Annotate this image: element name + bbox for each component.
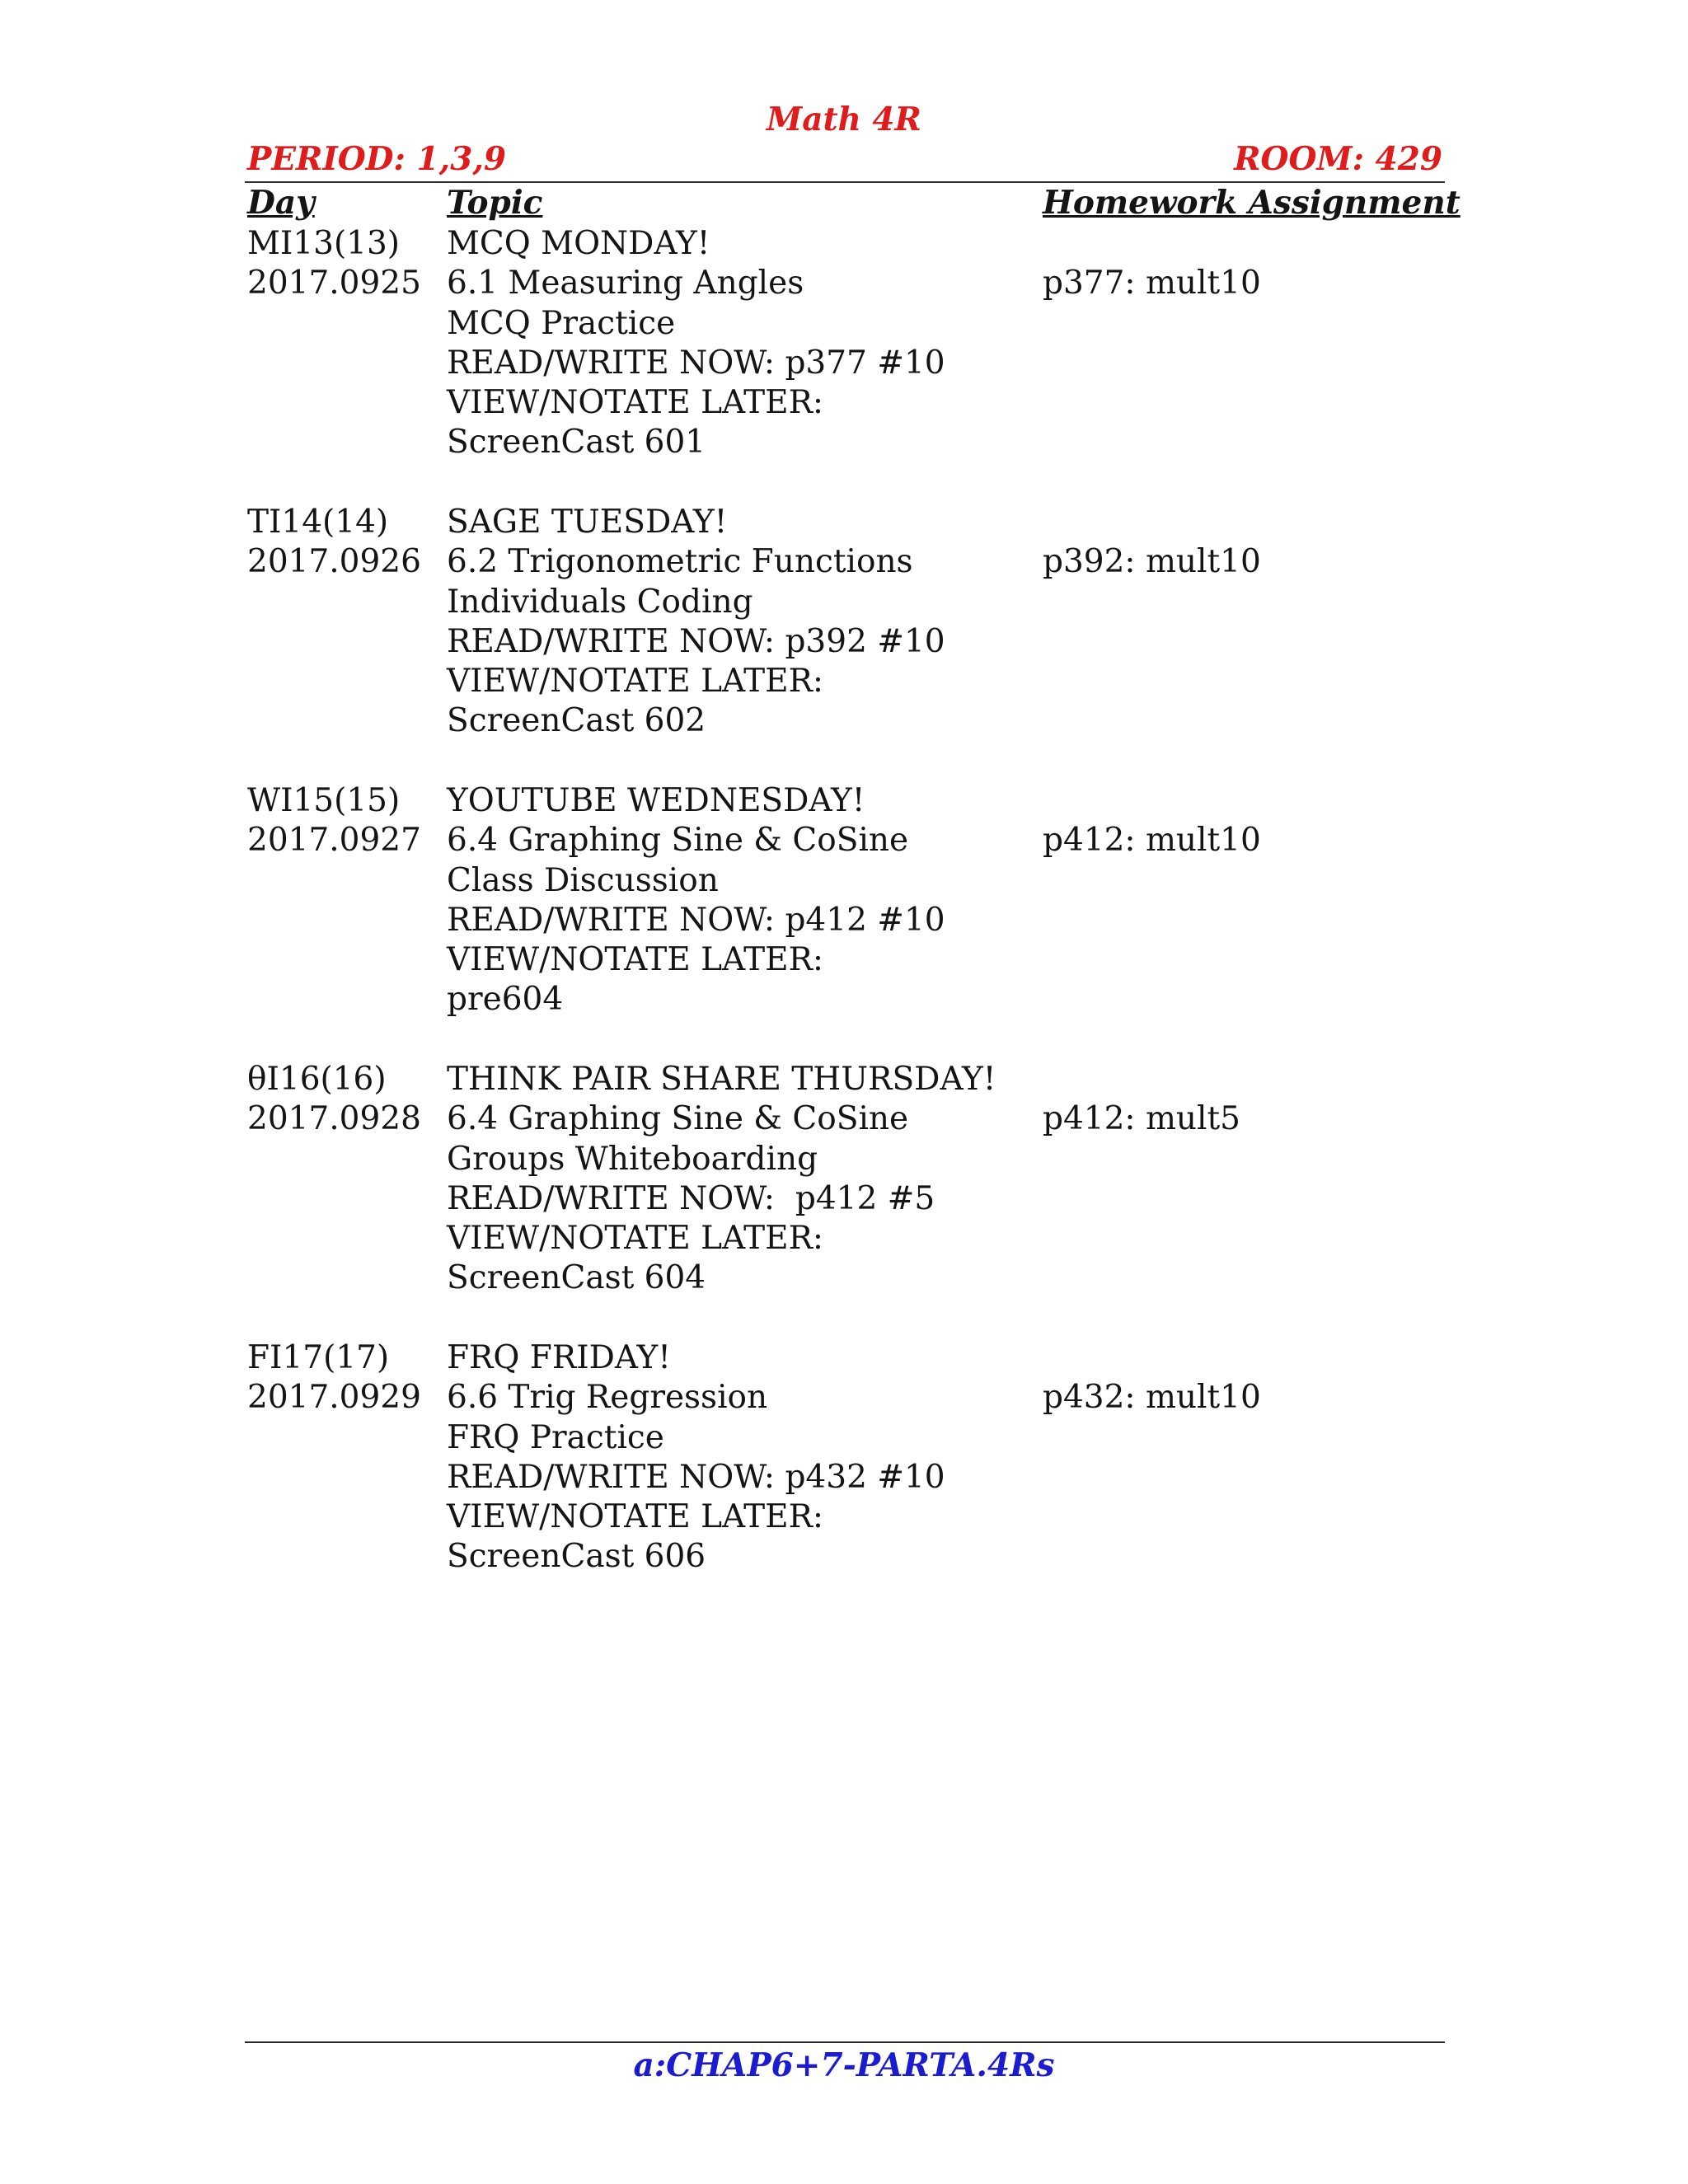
topic-section: 6.4 Graphing Sine & CoSine bbox=[447, 1100, 909, 1138]
topic-read-write: READ/WRITE NOW: p392 #10 bbox=[447, 622, 945, 660]
day-cell bbox=[247, 1060, 445, 1140]
homework-assignment: p392: mult10 bbox=[1043, 543, 1261, 581]
topic-theme: MCQ MONDAY! bbox=[447, 225, 710, 262]
topic-activity: MCQ Practice bbox=[447, 304, 676, 342]
topic-theme: YOUTUBE WEDNESDAY! bbox=[447, 782, 865, 819]
topic-resource: ScreenCast 601 bbox=[447, 424, 706, 462]
footer-filename: a:CHAP6+7-PARTA.4Rs bbox=[633, 2046, 1055, 2084]
topic-theme: FRQ FRIDAY! bbox=[447, 1339, 671, 1376]
schedule-entry bbox=[247, 1060, 1442, 1338]
topic-resource: ScreenCast 604 bbox=[447, 1259, 706, 1297]
topic-view-notate: VIEW/NOTATE LATER: bbox=[447, 663, 824, 701]
day-code: θI16(16) bbox=[247, 1061, 387, 1098]
topic-activity: Groups Whiteboarding bbox=[447, 1140, 818, 1178]
day-cell bbox=[247, 224, 445, 304]
schedule-entry bbox=[247, 503, 1442, 781]
day-code: TI14(14) bbox=[247, 504, 389, 541]
homework-assignment: p377: mult10 bbox=[1043, 265, 1261, 302]
column-header-homework: Homework Assignment bbox=[1043, 184, 1461, 222]
date: 2017.0929 bbox=[247, 1379, 421, 1417]
day-code: WI15(15) bbox=[247, 782, 401, 819]
date: 2017.0927 bbox=[247, 822, 421, 860]
schedule-entry bbox=[247, 224, 1442, 503]
column-header-topic: Topic bbox=[447, 184, 543, 222]
topic-read-write: READ/WRITE NOW: p412 #10 bbox=[447, 901, 945, 939]
date: 2017.0928 bbox=[247, 1100, 421, 1138]
page-title: Math 4R bbox=[767, 101, 921, 138]
day-code: MI13(13) bbox=[247, 225, 401, 262]
schedule-entry bbox=[247, 1338, 1442, 1617]
topic-activity: FRQ Practice bbox=[447, 1418, 664, 1456]
topic-read-write: READ/WRITE NOW: p377 #10 bbox=[447, 344, 945, 382]
homework-cell bbox=[1043, 1099, 1438, 1139]
homework-cell bbox=[1043, 821, 1438, 860]
topic-cell bbox=[447, 781, 1040, 1020]
homework-cell bbox=[1043, 264, 1438, 303]
day-cell bbox=[247, 503, 445, 583]
topic-view-notate: VIEW/NOTATE LATER: bbox=[447, 384, 824, 422]
topic-theme: THINK PAIR SHARE THURSDAY! bbox=[447, 1061, 996, 1098]
topic-section: 6.1 Measuring Angles bbox=[447, 265, 804, 302]
homework-assignment: p412: mult10 bbox=[1043, 822, 1261, 860]
topic-activity: Class Discussion bbox=[447, 861, 719, 899]
day-cell bbox=[247, 1338, 445, 1418]
homework-assignment: p412: mult5 bbox=[1043, 1100, 1240, 1138]
topic-section: 6.4 Graphing Sine & CoSine bbox=[447, 822, 909, 860]
topic-read-write: READ/WRITE NOW: p412 #5 bbox=[447, 1179, 935, 1217]
topic-cell bbox=[447, 1060, 1040, 1299]
schedule-entries bbox=[247, 224, 1442, 1617]
topic-view-notate: VIEW/NOTATE LATER: bbox=[447, 1498, 824, 1536]
topic-view-notate: VIEW/NOTATE LATER: bbox=[447, 1220, 824, 1258]
period-label: PERIOD: 1,3,9 bbox=[247, 140, 507, 178]
topic-section: 6.2 Trigonometric Functions bbox=[447, 543, 913, 581]
homework-assignment: p432: mult10 bbox=[1043, 1379, 1261, 1417]
topic-resource: ScreenCast 602 bbox=[447, 702, 706, 740]
homework-cell bbox=[1043, 1378, 1438, 1418]
topic-activity: Individuals Coding bbox=[447, 583, 753, 621]
topic-resource: pre604 bbox=[447, 981, 564, 1019]
date: 2017.0926 bbox=[247, 543, 421, 581]
date: 2017.0925 bbox=[247, 265, 421, 302]
topic-cell bbox=[447, 503, 1040, 742]
topic-cell bbox=[447, 224, 1040, 463]
room-label: ROOM: 429 bbox=[1234, 140, 1442, 178]
day-code: FI17(17) bbox=[247, 1339, 390, 1376]
topic-theme: SAGE TUESDAY! bbox=[447, 504, 728, 541]
schedule-entry bbox=[247, 781, 1442, 1060]
topic-resource: ScreenCast 606 bbox=[447, 1538, 706, 1576]
topic-read-write: READ/WRITE NOW: p432 #10 bbox=[447, 1458, 945, 1496]
day-cell bbox=[247, 781, 445, 861]
column-header-day: Day bbox=[247, 184, 315, 222]
homework-cell bbox=[1043, 542, 1438, 582]
topic-view-notate: VIEW/NOTATE LATER: bbox=[447, 941, 824, 979]
topic-section: 6.6 Trig Regression bbox=[447, 1379, 768, 1417]
topic-cell bbox=[447, 1338, 1040, 1577]
